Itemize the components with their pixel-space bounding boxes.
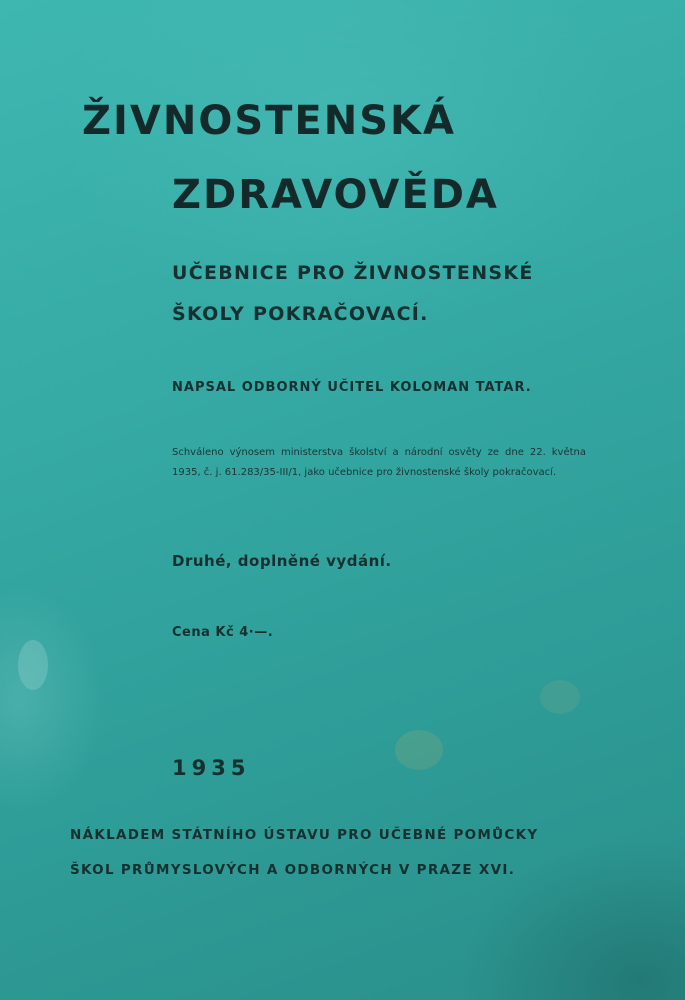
paper-stain — [18, 640, 48, 690]
publisher-line-1: NÁKLADEM STÁTNÍHO ÚSTAVU PRO UČEBNÉ POMŮCKY — [70, 827, 539, 843]
title-line-2: ZDRAVOVĚDA — [172, 172, 499, 218]
paper-stain — [395, 730, 443, 770]
approval-note: Schváleno výnosem ministerstva školství a národní osvěty ze dne 22. května 1935, č. j. 61.283/35-III/1, jako učebnice pro živnostenské školy pokračovací. — [172, 447, 586, 478]
subtitle-line-1: UČEBNICE PRO ŽIVNOSTENSKÉ — [172, 262, 534, 284]
title-line-1: ŽIVNOSTENSKÁ — [82, 98, 456, 144]
edition-note: Druhé, doplněné vydání. — [172, 552, 392, 570]
publication-year: 1935 — [172, 756, 251, 780]
author-line: NAPSAL ODBORNÝ UČITEL KOLOMAN TATAR. — [172, 380, 532, 395]
price-label: Cena Kč 4·—. — [172, 625, 274, 640]
paper-stain — [540, 680, 580, 714]
subtitle-line-2: ŠKOLY POKRAČOVACÍ. — [172, 303, 429, 325]
publisher-line-2: ŠKOL PRŮMYSLOVÝCH A ODBORNÝCH V PRAZE XVI. — [70, 862, 516, 878]
